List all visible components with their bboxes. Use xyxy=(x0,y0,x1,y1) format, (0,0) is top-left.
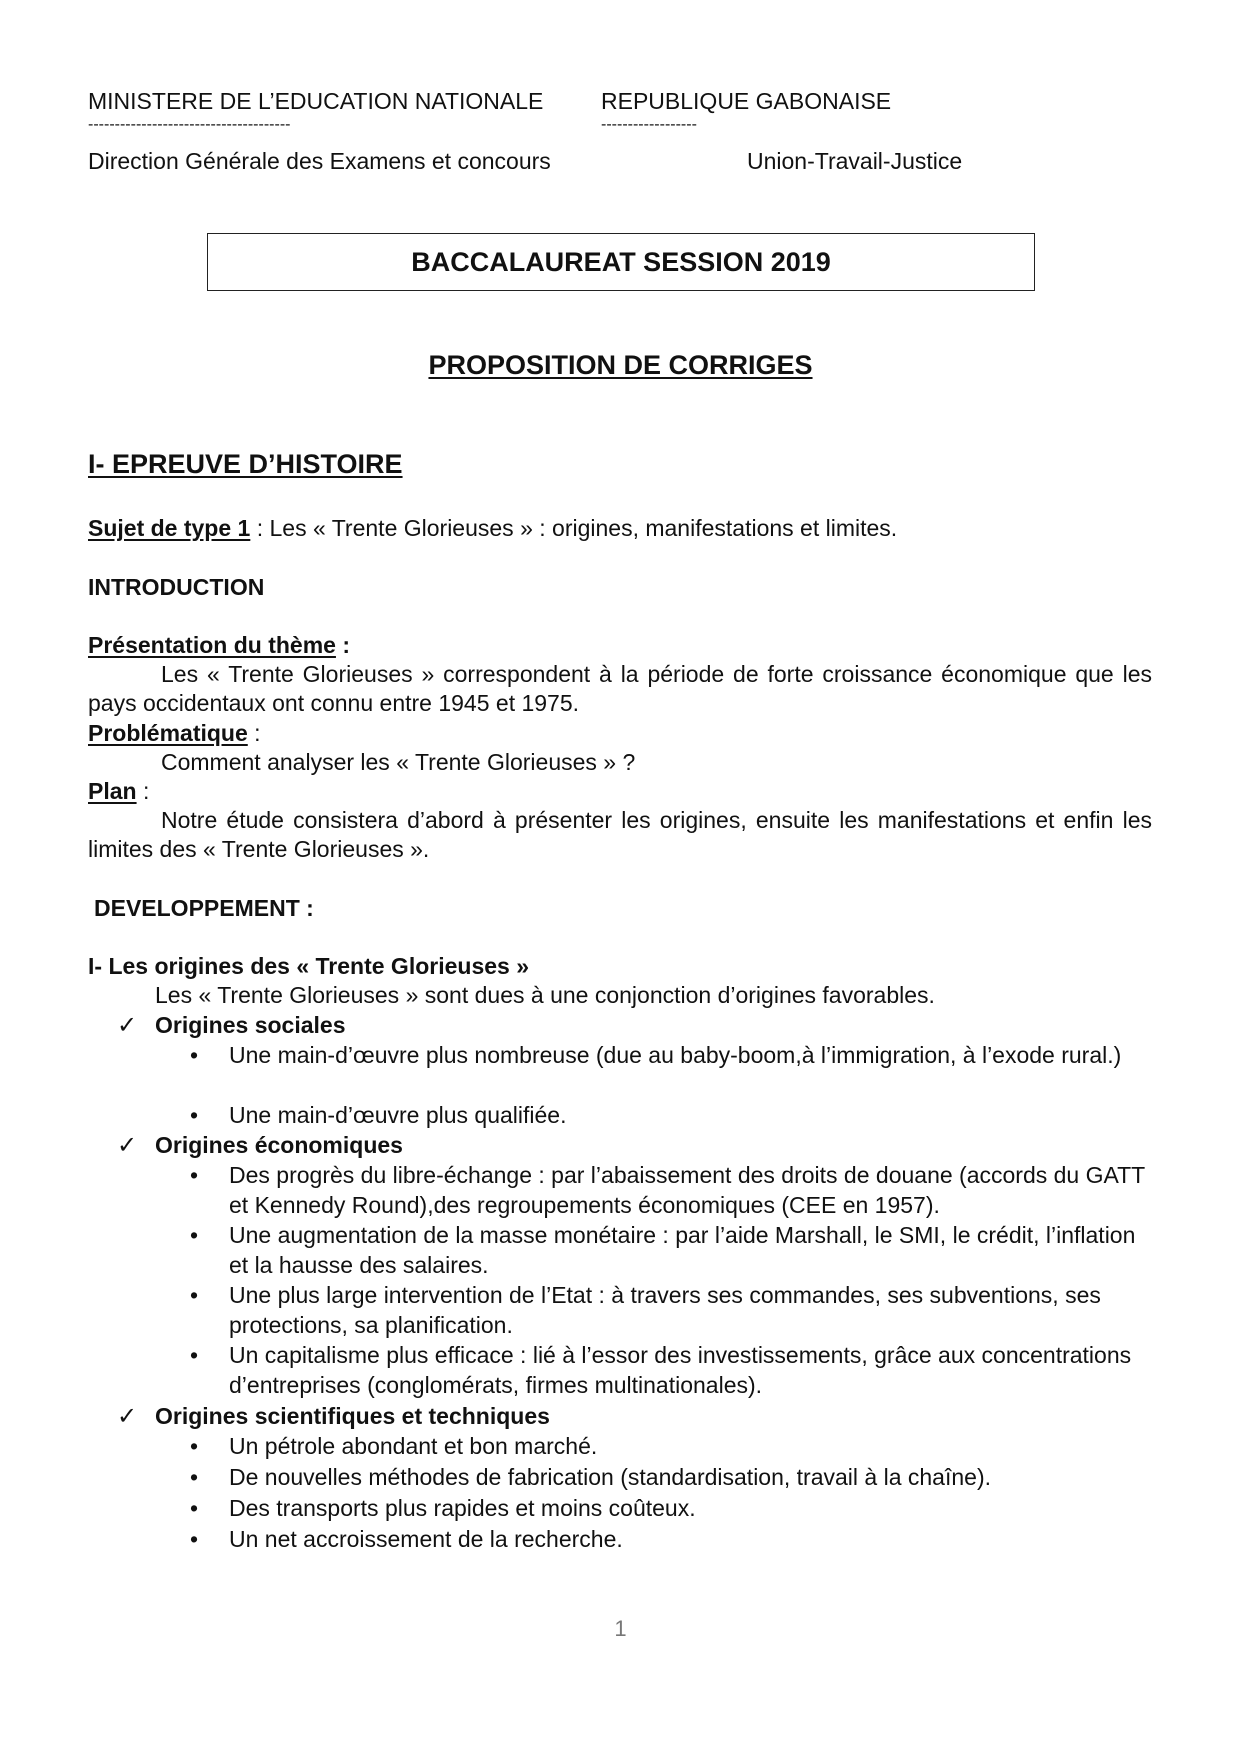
problem-heading xyxy=(88,718,261,748)
list-item: Une main-d’œuvre plus qualifiée. xyxy=(229,1102,567,1128)
subtitle: PROPOSITION DE CORRIGES xyxy=(428,350,813,380)
bullet-icon: • xyxy=(190,1495,199,1521)
group-title: Origines sociales xyxy=(155,1012,346,1038)
exam-title: BACCALAUREAT SESSION 2019 xyxy=(411,246,831,277)
list-item: Un pétrole abondant et bon marché. xyxy=(229,1433,598,1459)
section-heading: I- EPREUVE D’HISTOIRE xyxy=(88,449,403,479)
development-heading: DEVELOPPEMENT : xyxy=(94,895,314,921)
republic-rule: ------------------ xyxy=(601,116,697,133)
bullet-icon: • xyxy=(190,1042,199,1068)
ministry-rule: -------------------------------------- xyxy=(88,116,291,133)
subject-label: Sujet de type 1 xyxy=(88,515,251,541)
motto-label: Union-Travail-Justice xyxy=(747,148,963,174)
exam-title-box xyxy=(207,233,1035,291)
part1-title: I- Les origines des « Trente Glorieuses » xyxy=(88,953,529,979)
problem-text: Comment analyser les « Trente Glorieuses » ? xyxy=(161,749,636,775)
plan-colon: : xyxy=(136,778,150,804)
bullet-icon: • xyxy=(190,1433,199,1459)
list-item: Une augmentation de la masse monétaire : par l’aide Marshall, le SMI, le crédit, l’inflation et la hausse des salaires. xyxy=(229,1222,1136,1278)
list-item: Une plus large intervention de l’Etat : à travers ses commandes, ses subventions, ses protections, sa planification. xyxy=(229,1282,1101,1338)
bullet-icon: • xyxy=(190,1526,199,1552)
bullet-icon: • xyxy=(190,1282,199,1308)
presentation-label: Présentation du thème xyxy=(88,632,336,658)
ministry-label: MINISTERE DE L’EDUCATION NATIONALE xyxy=(88,88,544,114)
bullet-icon: • xyxy=(190,1162,199,1188)
list-item: Un capitalisme plus efficace : lié à l’essor des investissements, grâce aux concentrations d’entreprises (conglomérats, firmes multinationales). xyxy=(229,1342,1132,1398)
list-item: Une main-d’œuvre plus nombreuse (due au baby-boom,à l’immigration, à l’exode rural.) xyxy=(229,1042,1122,1068)
check-icon: ✓ xyxy=(117,1132,138,1159)
group-scientific-heading xyxy=(117,1401,550,1432)
list-item: De nouvelles méthodes de fabrication (standardisation, travail à la chaîne). xyxy=(229,1464,991,1490)
group-title: Origines économiques xyxy=(155,1132,403,1158)
presentation-heading xyxy=(88,630,350,660)
subject-text: : Les « Trente Glorieuses » : origines, manifestations et limites. xyxy=(250,515,898,541)
bullet-icon: • xyxy=(190,1342,199,1368)
presentation-paragraph: Les « Trente Glorieuses » correspondent à la période de forte croissance économique que les pays occidentaux ont connu entre 1945 et 1975. xyxy=(88,661,1152,716)
list-item: Des progrès du libre-échange : par l’abaissement des droits de douane (accords du GATT et Kennedy Round),des regroupements économiques (CEE en 1957). xyxy=(229,1162,1145,1218)
check-icon: ✓ xyxy=(117,1403,138,1430)
bullet-icon: • xyxy=(190,1464,199,1490)
group-social-heading xyxy=(117,1010,346,1041)
group-economic-heading xyxy=(117,1130,403,1161)
plan-heading xyxy=(88,776,149,806)
group-title: Origines scientifiques et techniques xyxy=(155,1403,550,1429)
bullet-icon: • xyxy=(190,1102,199,1128)
list-item: Un net accroissement de la recherche. xyxy=(229,1526,623,1552)
directorate-label: Direction Générale des Examens et concours xyxy=(88,148,551,174)
introduction-heading: INTRODUCTION xyxy=(88,574,265,600)
plan-label: Plan xyxy=(88,778,137,804)
list-item: Des transports plus rapides et moins coûteux. xyxy=(229,1495,696,1521)
republic-label: REPUBLIQUE GABONAISE xyxy=(601,88,892,114)
bullet-icon: • xyxy=(190,1222,199,1248)
plan-paragraph: Notre étude consistera d’abord à présenter les origines, ensuite les manifestations et enfin les limites des « Trente Glorieuses ». xyxy=(88,807,1152,862)
check-icon: ✓ xyxy=(117,1012,138,1039)
page-number: 1 xyxy=(614,1616,627,1641)
problem-colon: : xyxy=(247,720,261,746)
problem-label: Problématique xyxy=(88,720,248,746)
part1-intro: Les « Trente Glorieuses » sont dues à une conjonction d’origines favorables. xyxy=(155,982,935,1008)
presentation-colon: : xyxy=(335,632,350,658)
subject-line xyxy=(88,513,897,543)
